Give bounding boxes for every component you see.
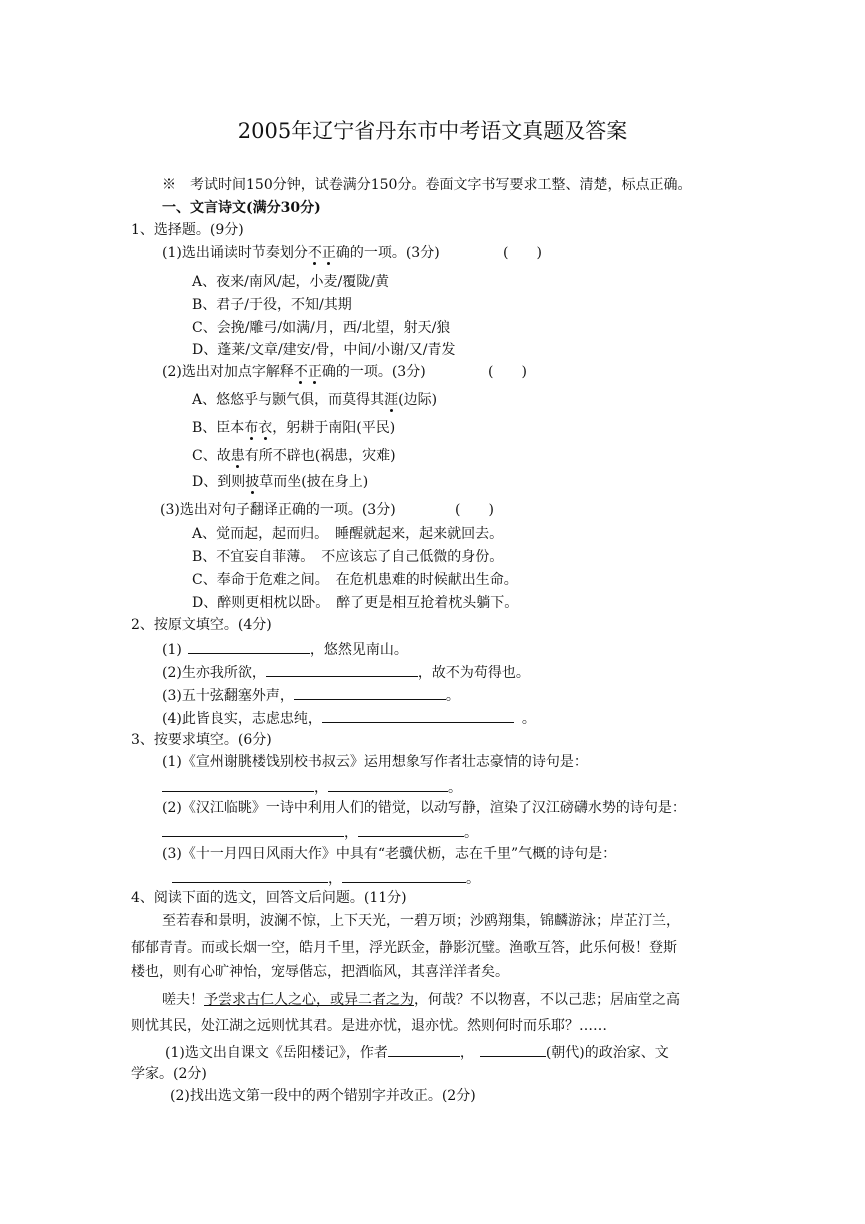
exam-notice: ※ 考试时间150分钟，试卷满分150分。卷面文字书写要求工整、清楚，标点正确。 bbox=[162, 177, 692, 193]
q3-1-blank-b[interactable] bbox=[328, 777, 448, 792]
q2-2-text-a: (2)生亦我所欲， bbox=[162, 665, 266, 681]
passage-p2-post: ，何哉？不以物喜，不以己悲；居庙堂之高 bbox=[414, 992, 680, 1008]
q1-3-stem: (3)选出对句子翻译正确的一项。(3分) bbox=[160, 502, 396, 518]
passage-p2-line2: 则忧其民，处江湖之远则忧其君。是进亦忧，退亦忧。然则何时而乐耶？…… bbox=[131, 1018, 607, 1034]
q1-2-stem-b: 确的一项。(3分) bbox=[321, 364, 426, 380]
q3-2-period: 。 bbox=[464, 825, 478, 841]
page-title: 2005年辽宁省丹东市中考语文真题及答案 bbox=[237, 119, 628, 143]
q2-item-2 bbox=[162, 662, 530, 682]
q3-3-period: 。 bbox=[466, 871, 480, 887]
q2-item-1 bbox=[162, 639, 408, 659]
q3-3-blank-a[interactable] bbox=[172, 868, 328, 883]
q2-item-3 bbox=[162, 685, 460, 705]
q1-1-option-d: D、蓬莱/文章/建安/骨，中间/小谢/又/青发 bbox=[192, 342, 456, 358]
passage-underlined-sentence: 予尝求古仁人之心，或异二者之为 bbox=[204, 992, 414, 1008]
q1-3-answer-paren: ( ) bbox=[455, 502, 494, 518]
option-c-text-1: C、故 bbox=[192, 448, 231, 464]
option-c-text-2: 有所不辟也(祸患，灾难) bbox=[244, 448, 396, 464]
q3-2-answer-line bbox=[162, 822, 478, 842]
q2-1-blank[interactable] bbox=[188, 639, 310, 654]
q1-1-stem-a: (1)选出诵读时节奏划分 bbox=[162, 245, 308, 261]
q1-3-option-c: C、奉命于危难之间。 在危机患难的时候献出生命。 bbox=[192, 572, 518, 588]
q1-2-option-b bbox=[192, 419, 395, 437]
option-b-text-2: ，躬耕于南阳(平民) bbox=[272, 420, 396, 436]
q2-2-text-b: ，故不为苟得也。 bbox=[417, 665, 530, 681]
q3-item-3: (3)《十一月四日风雨大作》中具有“老骥伏枥，志在千里”气概的诗句是： bbox=[162, 846, 617, 862]
q1-3-option-b: B、不宜妄自菲薄。 不应该忘了自己低微的身份。 bbox=[192, 549, 504, 565]
section-1-heading: 一、文言诗文(满分30分) bbox=[162, 200, 321, 216]
option-a-dotted-char: 涯 bbox=[384, 392, 399, 408]
q1-1-answer-paren: ( ) bbox=[503, 245, 542, 261]
q1-2-option-c bbox=[192, 447, 396, 465]
q2-3-blank[interactable] bbox=[294, 685, 446, 700]
q4-2-question: (2)找出选文第一段中的两个错别字并改正。(2分) bbox=[170, 1088, 476, 1104]
option-a-text-1: A、悠悠乎与颢气俱，而莫得其 bbox=[192, 392, 385, 408]
option-c-dotted-char: 患 bbox=[230, 448, 245, 464]
q2-4-text-a: (4)此皆良实，志虑忠纯， bbox=[162, 711, 322, 727]
q1-1-dotted-char-2: 正 bbox=[321, 245, 336, 261]
q3-2-blank-b[interactable] bbox=[358, 822, 464, 837]
q1-3-option-a: A、觉而起，起而归。 睡醒就起来，起来就回去。 bbox=[192, 526, 504, 542]
passage-p2-pre: 嗟夫！ bbox=[162, 992, 204, 1008]
q4-1-question bbox=[165, 1042, 669, 1062]
option-a-text-2: (边际) bbox=[398, 392, 438, 408]
q3-3-blank-b[interactable] bbox=[342, 868, 466, 883]
q3-1-period: 。 bbox=[448, 780, 462, 796]
q1-3-option-d: D、醉则更相枕以卧。 醉了更是相互抢着枕头躺下。 bbox=[192, 595, 519, 611]
q1-1-dotted-char-1: 不 bbox=[307, 245, 322, 261]
q4-1-question-cont: 学家。(2分) bbox=[131, 1066, 207, 1082]
q4-1-text-b: (朝代)的政治家、文 bbox=[545, 1045, 669, 1061]
q2-1-text: ，悠然见南山。 bbox=[309, 642, 408, 658]
q3-item-1: (1)《宣州谢朓楼饯别校书叔云》运用想象写作者壮志豪情的诗句是： bbox=[162, 754, 588, 770]
q2-1-label: (1) bbox=[162, 642, 182, 658]
q3-3-answer-line bbox=[172, 868, 480, 888]
option-b-dotted-char-2: 衣 bbox=[258, 420, 273, 436]
passage-p2-line1 bbox=[162, 991, 680, 1009]
q1-1-option-c: C、会挽/雕弓/如满/月，西/北望，射天/狼 bbox=[192, 320, 451, 336]
q1-2-dotted-char-1: 不 bbox=[293, 364, 308, 380]
q1-1-stem bbox=[162, 244, 440, 262]
q1-heading: 1、选择题。(9分) bbox=[131, 222, 244, 238]
q4-1-dynasty-blank[interactable] bbox=[480, 1042, 546, 1057]
q3-3-comma: ， bbox=[328, 871, 342, 887]
q3-2-comma: ， bbox=[344, 825, 358, 841]
q2-4-text-b: 。 bbox=[521, 711, 536, 727]
q1-1-option-a: A、夜来/南风/起，小麦/覆陇/黄 bbox=[192, 274, 389, 290]
q1-2-answer-paren: ( ) bbox=[488, 364, 527, 380]
q1-2-stem-a: (2)选出对加点字解释 bbox=[162, 364, 294, 380]
q4-1-comma: ， bbox=[459, 1045, 474, 1061]
q1-1-stem-b: 确的一项。(3分) bbox=[335, 245, 440, 261]
q3-1-comma: ， bbox=[314, 780, 328, 796]
q3-1-answer-line bbox=[162, 777, 462, 797]
option-d-text-1: D、到则 bbox=[192, 474, 246, 490]
q1-2-option-d bbox=[192, 473, 368, 491]
q1-2-dotted-char-2: 正 bbox=[307, 364, 322, 380]
q3-item-2: (2)《汉江临眺》一诗中利用人们的错觉，以动写静，渲染了汉江磅礴水势的诗句是： bbox=[162, 800, 686, 816]
q2-3-text-b: 。 bbox=[445, 688, 460, 704]
option-b-dotted-char-1: 布 bbox=[244, 420, 259, 436]
q3-1-blank-a[interactable] bbox=[162, 777, 314, 792]
q4-1-author-blank[interactable] bbox=[388, 1042, 460, 1057]
q3-2-blank-a[interactable] bbox=[162, 822, 344, 837]
q2-3-text-a: (3)五十弦翻塞外声， bbox=[162, 688, 294, 704]
option-d-text-2: 草而坐(披在身上) bbox=[259, 474, 369, 490]
q2-4-blank[interactable] bbox=[322, 708, 514, 723]
q2-heading: 2、按原文填空。(4分) bbox=[131, 617, 272, 633]
q1-2-stem bbox=[162, 363, 426, 381]
q1-1-option-b: B、君子/于役，不知/其期 bbox=[192, 297, 352, 313]
option-d-dotted-char: 披 bbox=[245, 474, 260, 490]
q4-heading: 4、阅读下面的选文，回答文后问题。(11分) bbox=[131, 890, 407, 906]
passage-p1-line1: 至若春和景明，波澜不惊，上下天光，一碧万顷；沙鸥翔集，锦麟游泳；岸芷汀兰， bbox=[162, 913, 680, 929]
passage-p1-line2: 郁郁青青。而或长烟一空，皓月千里，浮光跃金，静影沉璧。渔歌互答，此乐何极！登斯 bbox=[131, 940, 677, 956]
passage-p1-line3: 楼也，则有心旷神怡，宠辱偕忘，把酒临风，其喜洋洋者矣。 bbox=[131, 964, 509, 980]
q4-1-text-a: (1)选文出自课文《岳阳楼记》，作者 bbox=[165, 1045, 388, 1061]
q2-2-blank[interactable] bbox=[266, 662, 418, 677]
q1-2-option-a bbox=[192, 391, 437, 409]
option-b-text-1: B、臣本 bbox=[192, 420, 245, 436]
q2-item-4 bbox=[162, 708, 536, 728]
q3-heading: 3、按要求填空。(6分) bbox=[131, 732, 272, 748]
